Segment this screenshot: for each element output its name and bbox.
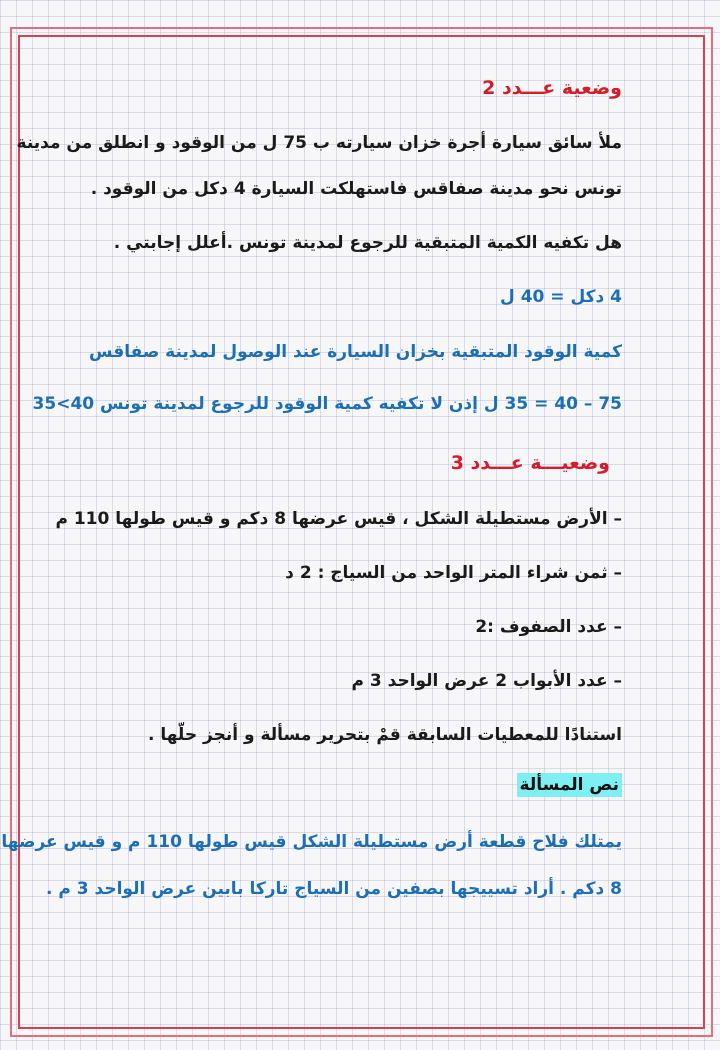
situation-3-instruction: استنادًا للمعطيات السابقة قمْ بتحرير مسألة و أنجز حلّها .	[147, 725, 622, 745]
situation-3-problem-line-2: 8 دكم . أراد تسييجها بصفين من السياج تاركا بابين عرض الواحد 3 م .	[45, 879, 622, 899]
problem-heading-row	[40, 773, 622, 797]
situation-2-answer-line-2: كمية الوقود المتبقية بخزان السيارة عند الوصول لمدينة صفاقس	[89, 342, 622, 362]
situation-3-item-2: – ثمن شراء المتر الواحد من السياج : 2 د	[285, 563, 622, 583]
situation-3-problem-line-1: يمتلك فلاح قطعة أرض مستطيلة الشكل قيس طولها 110 م و قيس عرضها	[1, 832, 622, 852]
situation-2-question: هل تكفيه الكمية المتبقية للرجوع لمدينة تونس .أعلل إجابتي .	[113, 233, 622, 253]
situation-2-problem-line-2: تونس نحو مدينة صفاقس فاستهلكت السيارة 4 دكل من الوقود .	[90, 179, 622, 199]
situation-3-item-1: – الأرض مستطيلة الشكل ، قيس عرضها 8 دكم و قيس طولها 110 م	[55, 509, 622, 529]
situation-3-title: وضعيـــة عـــدد 3	[450, 452, 610, 474]
situation-2-title: وضعية عـــدد 2	[482, 77, 622, 99]
situation-3-item-3: – عدد الصفوف :2	[475, 617, 622, 637]
problem-heading: نص المسألة	[517, 773, 622, 797]
situation-2-answer-line-3: 75 – 40 = 35 ل إذن لا تكفيه كمية الوقود للرجوع لمدينة تونس 40>35	[32, 394, 622, 414]
situation-2-problem-line-1: ملأ سائق سيارة أجرة خزان سيارته ب 75 ل من الوقود و انطلق من مدينة	[16, 133, 622, 153]
situation-3-item-4: – عدد الأبواب 2 عرض الواحد 3 م	[351, 671, 622, 691]
situation-2-answer-line-1: 4 دكل = 40 ل	[500, 287, 622, 307]
